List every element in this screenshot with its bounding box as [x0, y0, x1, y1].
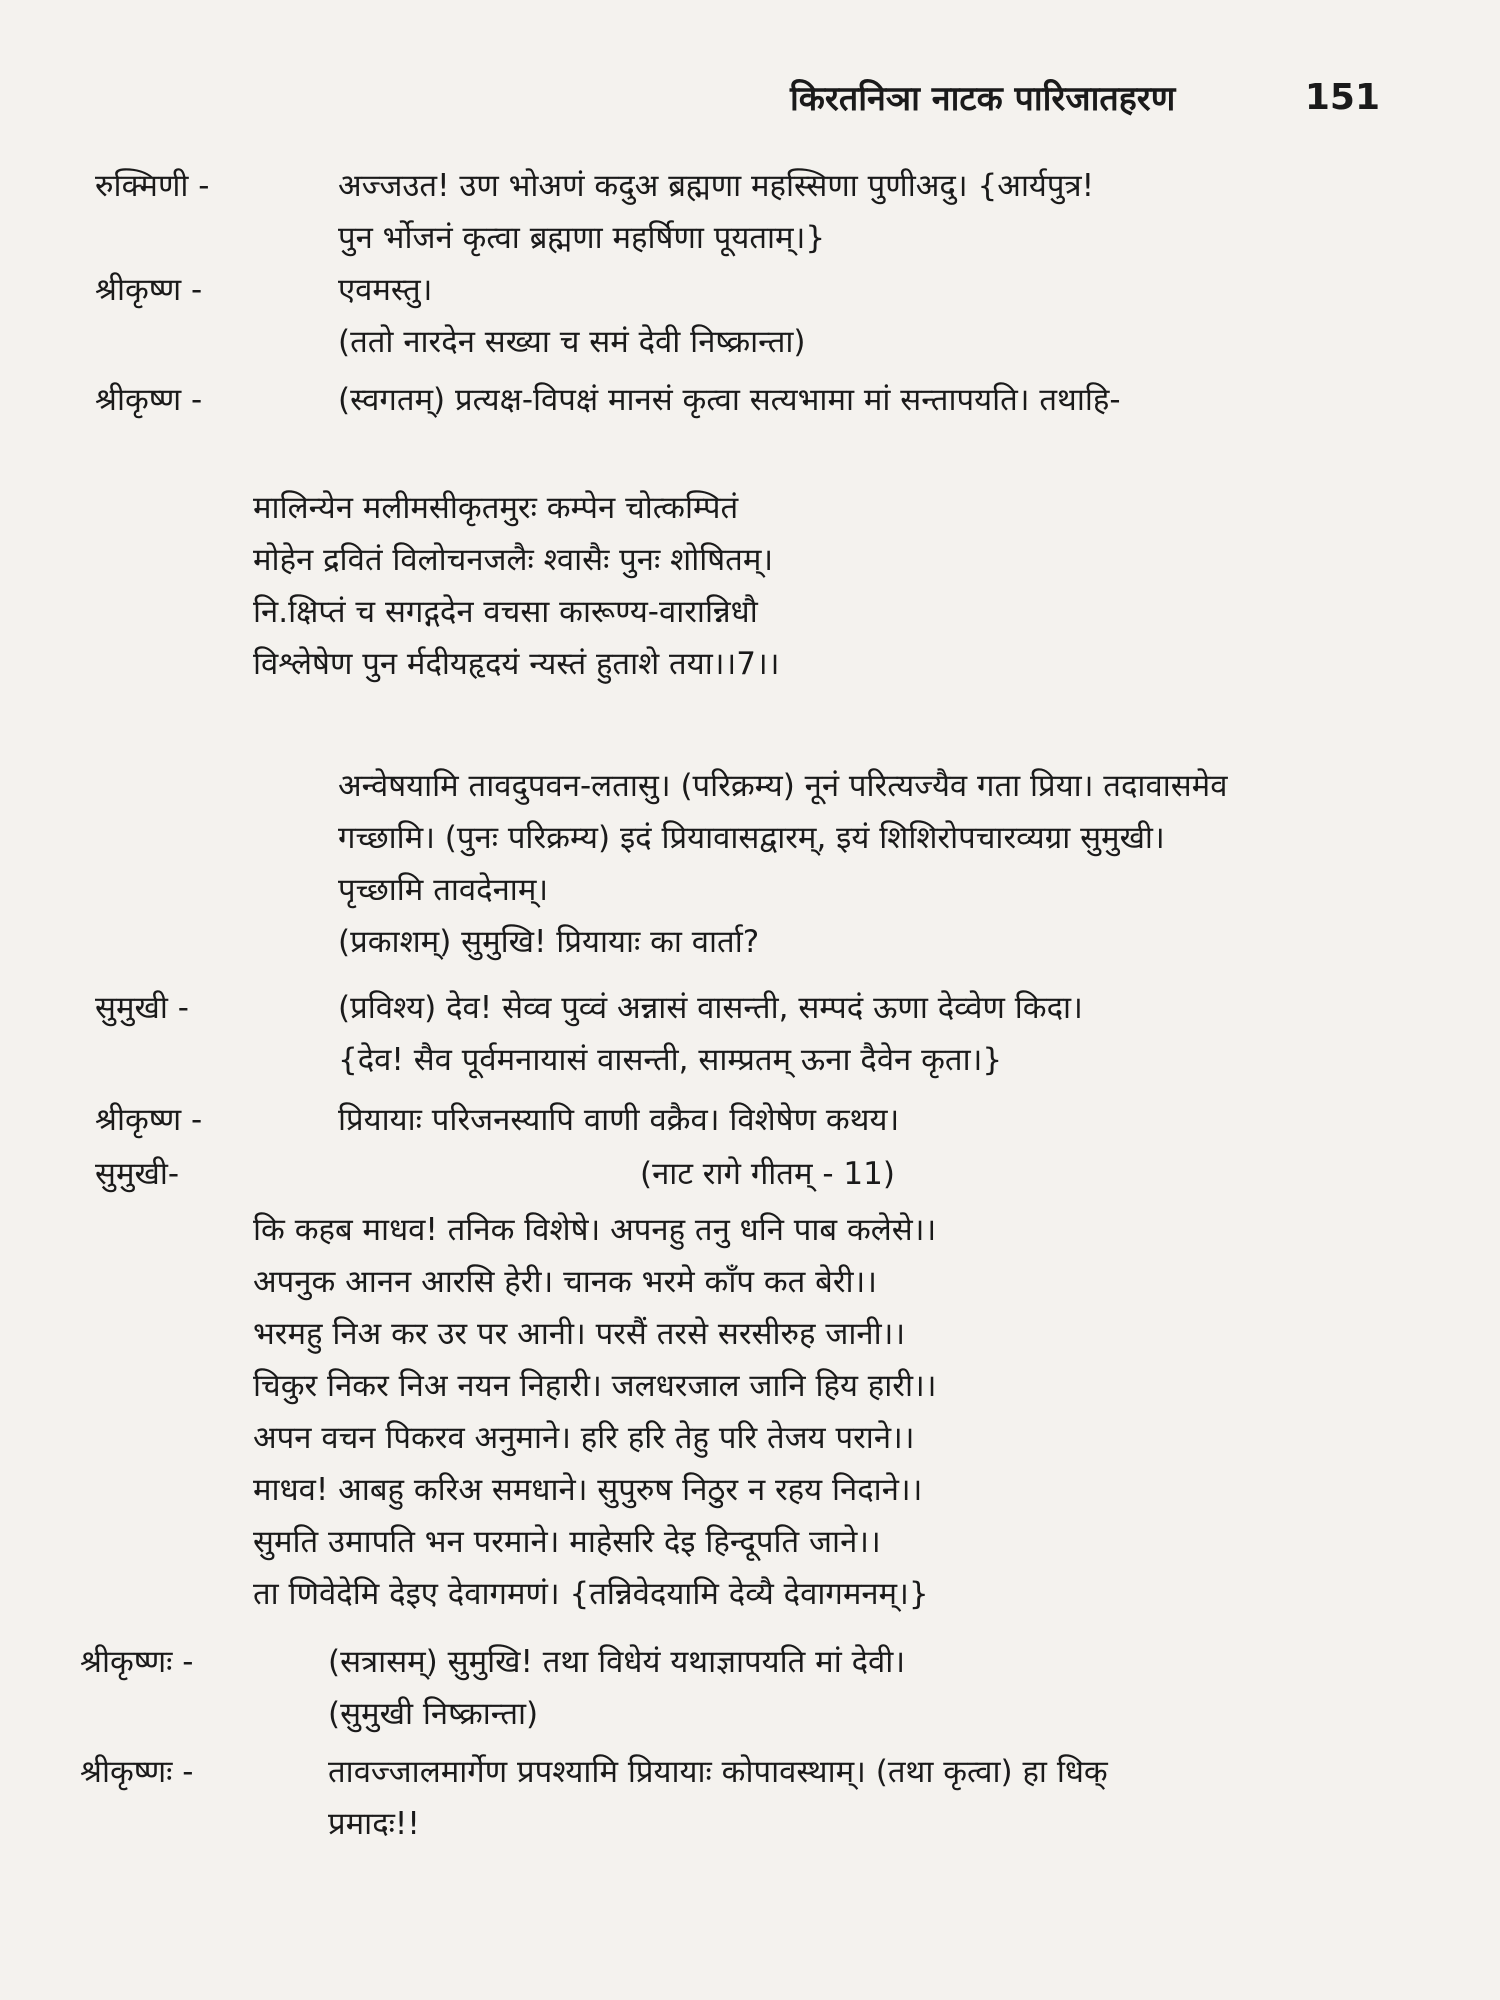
dialogue-line: पुन र्भोजनं कृत्वा ब्रह्मणा महर्षिणा पूयताम्।} — [338, 220, 826, 256]
verse-line: मालिन्येन मलीमसीकृतमुरः कम्पेन चोत्कम्पितं — [253, 490, 739, 526]
dialogue-text — [328, 1746, 1378, 1850]
song-line: माधव! आबहु करिअ समधाने। सुपुरुष निठुर न रहय निदाने।। — [253, 1472, 923, 1508]
song-line: कि कहब माधव! तनिक विशेषे। अपनहु तनु धनि पाब कलेसे।। — [253, 1212, 937, 1248]
dialogue-line: अज्जउत! उण भोअणं कदुअ ब्रह्मणा महस्सिणा पुणीअदु। {आर्यपुत्र! — [338, 168, 1094, 204]
stage-direction: (ततो नारदेन सख्या च समं देवी निष्क्रान्ता) — [338, 324, 806, 360]
dialogue-text — [338, 374, 1388, 426]
speaker-name: सुमुखी - — [95, 990, 189, 1026]
prose-passage — [338, 760, 1227, 968]
prose-line: पृच्छामि तावदेनाम्। — [338, 872, 549, 908]
song-line: सुमति उमापति भन परमाने। माहेसरि देइ हिन्दूपति जाने।। — [253, 1524, 881, 1560]
song-line: चिकुर निकर निअ नयन निहारी। जलधरजाल जानि हिय हारी।। — [253, 1368, 937, 1404]
prose-line: (प्रकाशम्) सुमुखि! प्रियायाः का वार्ता? — [338, 924, 760, 960]
dialogue-text — [338, 1094, 1388, 1146]
speaker-name: श्रीकृष्ण - — [95, 1102, 203, 1138]
speaker-name: श्रीकृष्ण - — [95, 382, 203, 418]
page-number: 151 — [1304, 76, 1380, 118]
verse-7 — [253, 482, 779, 690]
verse-line: नि.क्षिप्तं च सगद्गदेन वचसा कारूण्य-वारान्निधौ — [253, 594, 758, 630]
dialogue-line: (प्रविश्य) देव! सेव्व पुव्वं अन्नासं वासन्ती, सम्पदं ऊणा देव्वेण किदा। — [338, 990, 1083, 1026]
speaker-name: श्रीकृष्ण - — [95, 272, 203, 308]
prose-line: गच्छामि। (पुनः परिक्रम्य) इदं प्रियावासद्वारम्, इयं शिशिरोपचारव्यग्रा सुमुखी। — [338, 820, 1165, 856]
dialogue-line: (सत्रासम्) सुमुखि! तथा विधेयं यथाज्ञापयति मां देवी। — [328, 1644, 906, 1680]
dialogue-line: प्रमादः!! — [328, 1806, 420, 1842]
running-title: किरतनिञा नाटक पारिजातहरण — [790, 79, 1176, 119]
prose-line: अन्वेषयामि तावदुपवन-लतासु। (परिक्रम्य) नूनं परित्यज्यैव गता प्रिया। तदावासमेव — [338, 768, 1228, 804]
speaker-name: श्रीकृष्णः - — [80, 1644, 194, 1680]
song-line: अपनुक आनन आरसि हेरी। चानक भरमे काँप कत बेरी।। — [253, 1264, 878, 1300]
dialogue-line: {देव! सैव पूर्वमनायासं वासन्ती, साम्प्रतम् ऊना दैवेन कृता।} — [338, 1042, 1003, 1078]
dialogue-text — [338, 982, 1388, 1086]
dialogue-line: (स्वगतम्) प्रत्यक्ष-विपक्षं मानसं कृत्वा सत्यभामा मां सन्तापयति। तथाहि- — [338, 382, 1121, 418]
verse-line: मोहेन द्रवितं विलोचनजलैः श्वासैः पुनः शोषितम्। — [253, 542, 774, 578]
song-line: भरमहु निअ कर उर पर आनी। परसैं तरसे सरसीरुह जानी।। — [253, 1316, 906, 1352]
verse-line: विश्लेषेण पुन र्मदीयहृदयं न्यस्तं हुताशे तया।।7।। — [253, 646, 780, 682]
song-line: अपन वचन पिकरव अनुमाने। हरि हरि तेहु परि तेजय पराने।। — [253, 1420, 915, 1456]
dialogue-line: प्रियायाः परिजनस्यापि वाणी वक्रैव। विशेषेण कथय। — [338, 1102, 900, 1138]
dialogue-line: तावज्जालमार्गेण प्रपश्यामि प्रियायाः कोपावस्थाम्। (तथा कृत्वा) हा धिक् — [328, 1754, 1108, 1790]
song-verses — [253, 1204, 1213, 1620]
speaker-name: सुमुखी- — [95, 1156, 180, 1192]
stage-direction: (सुमुखी निष्क्रान्ता) — [328, 1696, 539, 1732]
running-header — [790, 72, 1380, 122]
speaker-name: श्रीकृष्णः - — [80, 1754, 194, 1790]
song-heading: (नाट रागे गीतम् - 11) — [640, 1156, 895, 1192]
dialogue-text — [328, 1636, 1378, 1740]
dialogue-text — [338, 160, 1388, 264]
dialogue-line: एवमस्तु। — [338, 272, 433, 308]
dialogue-text — [338, 264, 1388, 368]
song-line: ता णिवेदेमि देइए देवागमणं। {तन्निवेदयामि देव्यै देवागमनम्।} — [253, 1576, 929, 1612]
speaker-name: रुक्मिणी - — [95, 168, 210, 204]
